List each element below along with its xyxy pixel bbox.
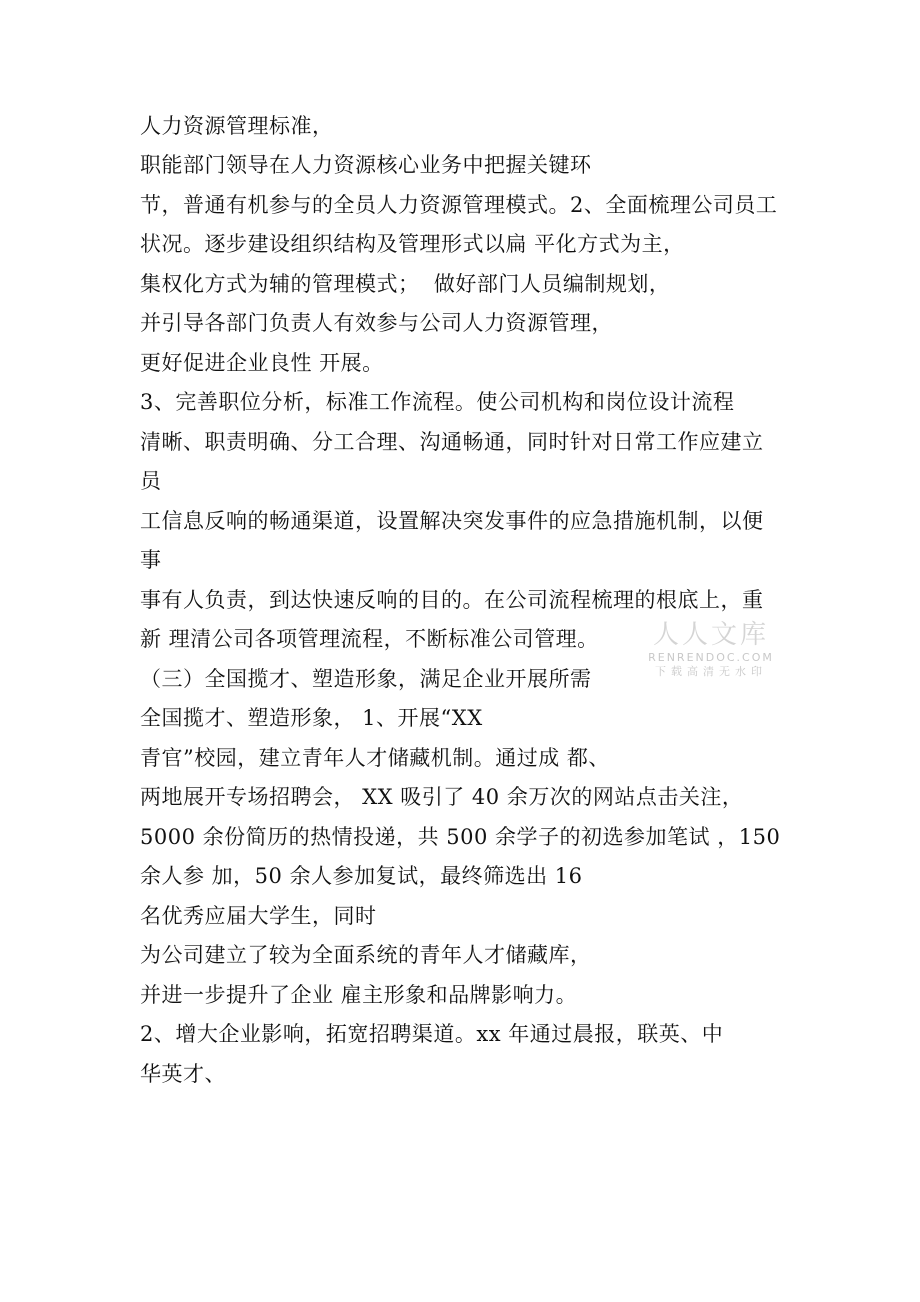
text-line: 两地展开专场招聘会， XX 吸引了 40 余万次的网站点击关注， — [140, 785, 744, 809]
text-line: 5000 余份简历的热情投递，共 500 余学子的初选参加笔试 ，150 — [140, 825, 781, 849]
text-line: 状况。逐步建设组织结构及管理形式以扁 平化方式为主， — [140, 232, 685, 256]
text-line: 员 — [140, 469, 162, 493]
text-line: 新 理清公司各项管理流程，不断标准公司管理。 — [140, 627, 599, 651]
section-heading: （三）全国揽才、塑造形象，满足企业开展所需 — [140, 667, 592, 691]
text-line: 并进一步提升了企业 雇主形象和品牌影响力。 — [140, 983, 578, 1007]
text-line: 事 — [140, 548, 162, 572]
text-line: 3、完善职位分析，标准工作流程。使公司机构和岗位设计流程 — [140, 390, 735, 414]
text-line: 清晰、职责明确、分工合理、沟通畅通，同时针对日常工作应建立 — [140, 430, 764, 454]
text-line: 华英才、 — [140, 1062, 226, 1086]
text-line: 并引导各部门负责人有效参与公司人力资源管理， — [140, 311, 613, 335]
text-line: 为公司建立了较为全面系统的青年人才储藏库， — [140, 943, 592, 967]
watermark-tagline: 下载高清无水印 — [655, 665, 767, 678]
text-line: 青官”校园，建立青年人才储藏机制。通过成 都、 — [140, 746, 610, 770]
watermark — [646, 622, 776, 677]
watermark-domain: RENRENDOC.COM — [648, 651, 774, 664]
text-line: 职能部门领导在人力资源核心业务中把握关键环 — [140, 153, 592, 177]
watermark-title: 人人文库 — [652, 620, 769, 650]
text-line: 节，普通有机参与的全员人力资源管理模式。2、全面梳理公司员工 — [140, 193, 778, 217]
text-line: 名优秀应届大学生，同时 — [140, 904, 377, 928]
text-line: 工信息反响的畅通渠道，设置解决突发事件的应急措施机制，以便 — [140, 509, 764, 533]
text-line: 人力资源管理标准， — [140, 114, 334, 138]
text-line: 全国揽才、塑造形象， 1、开展“XX — [140, 706, 483, 730]
text-line: 余人参 加，50 余人参加复试，最终筛选出 16 — [140, 864, 583, 888]
text-line: 更好促进企业良性 开展。 — [140, 351, 384, 375]
text-line: 集权化方式为辅的管理模式； 做好部门人员编制规划， — [140, 272, 671, 296]
text-line: 事有人负责，到达快速反响的目的。在公司流程梳理的根底上，重 — [140, 588, 764, 612]
text-line: 2、增大企业影响，拓宽招聘渠道。xx 年通过晨报，联英、中 — [140, 1022, 724, 1046]
